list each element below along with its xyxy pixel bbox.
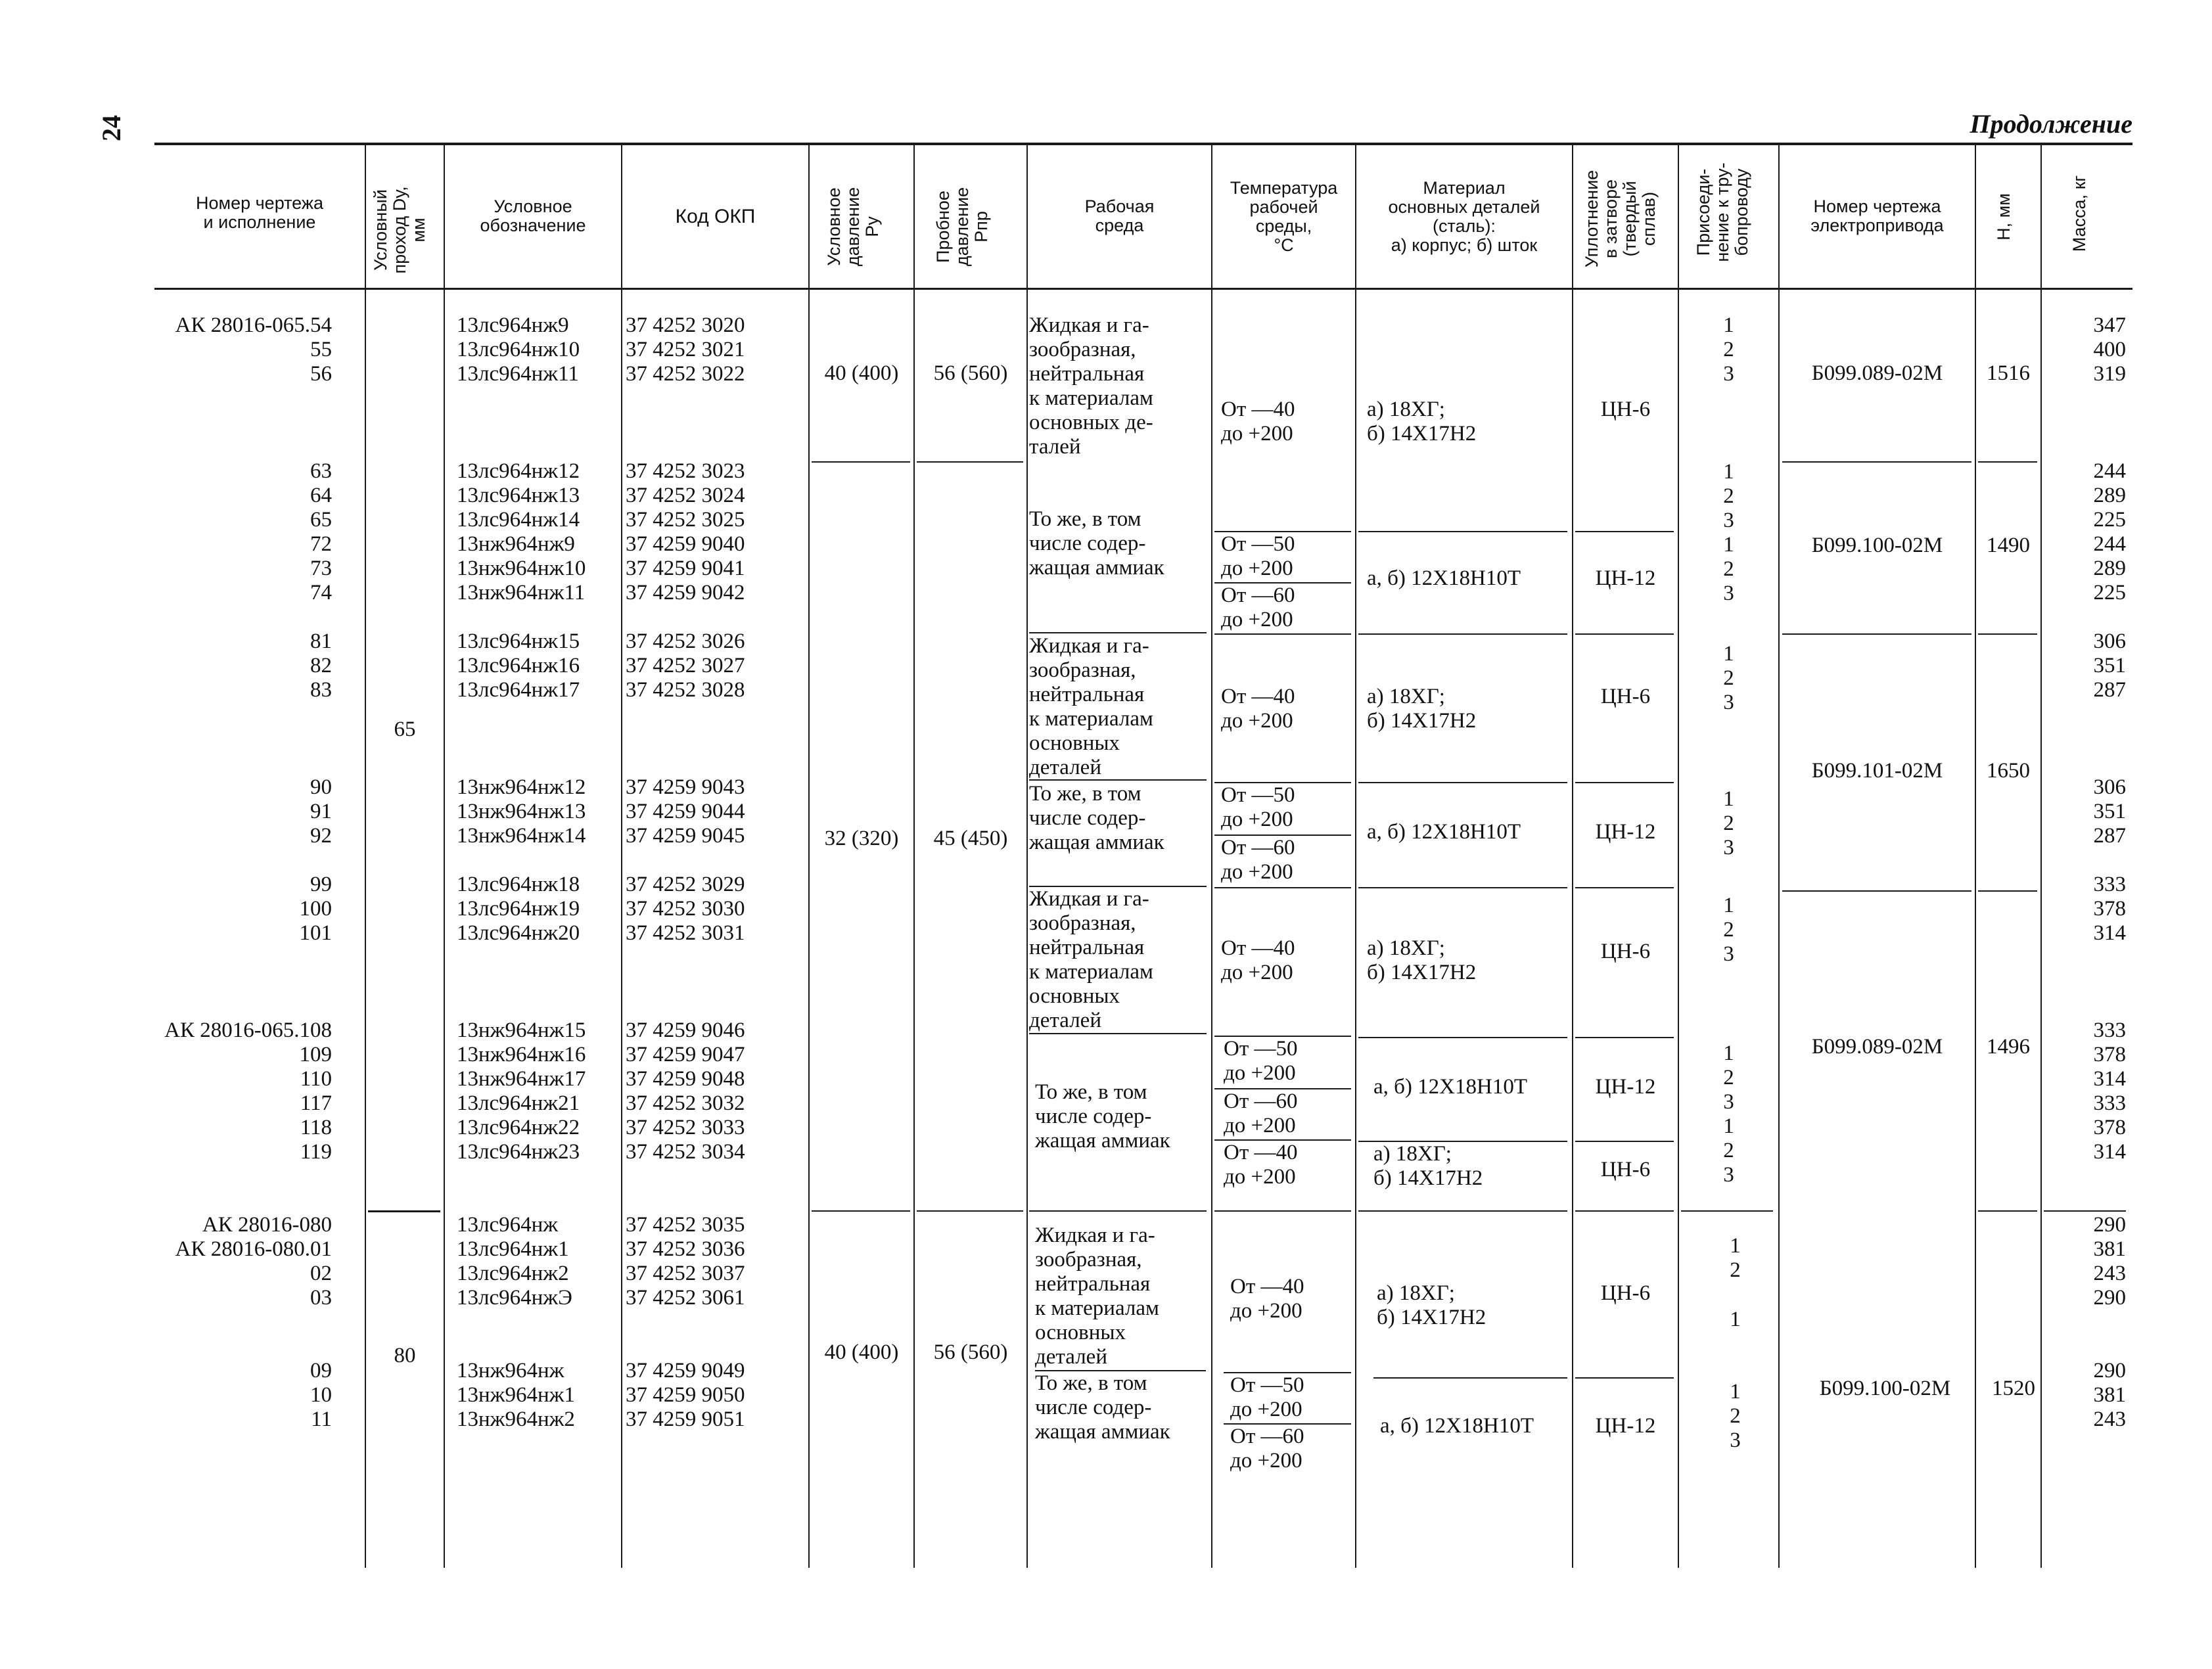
- medium-neutral-3: Жидкая и га- зообразная, нейтральная к материалам основных деталей: [1029, 887, 1153, 1032]
- header-mass: Масса, кг: [2069, 175, 2089, 252]
- header-medium: Рабочая среда: [1084, 196, 1155, 235]
- material-divider: [1358, 887, 1567, 888]
- material-divider: [1373, 1377, 1567, 1379]
- top-rule: [154, 143, 2132, 145]
- drive-5: Б099.100-02М: [1819, 1377, 1951, 1400]
- seal-divider: [1575, 1037, 1674, 1038]
- header-material: Материал основных деталей (сталь): а) корпус; б) шток: [1388, 178, 1540, 255]
- medium-ammonia-1: То же, в том числе содер- жащая аммиак: [1029, 507, 1164, 580]
- drive-1: Б099.089-02М: [1811, 361, 1943, 385]
- temp-40-4: От —40 до +200: [1224, 1141, 1298, 1189]
- header-okp: Код ОКП: [675, 206, 756, 227]
- h-divider: [1978, 461, 2037, 463]
- header-seal: Уплотнение в затворе (твердый сплав): [1582, 170, 1659, 268]
- h-1: 1516: [1987, 361, 2030, 385]
- conn-7: 1 2: [1730, 1234, 1741, 1282]
- dn-80: 80: [394, 1344, 416, 1367]
- h-divider: [1978, 1210, 2037, 1212]
- temp-60-3: От —60 до +200: [1224, 1089, 1298, 1137]
- conn-6: 1 2 3 1 2 3: [1723, 1041, 1734, 1187]
- py-32: 32 (320): [824, 827, 899, 850]
- conn-1: 1 2 3: [1723, 313, 1734, 386]
- header-ppr: Пробное давление Pпр: [933, 187, 991, 267]
- header-temp: Температура рабочей среды, °С: [1230, 178, 1338, 255]
- conn-8: 1: [1730, 1308, 1741, 1331]
- material-4: а, б) 12Х18Н10Т: [1367, 820, 1521, 844]
- py-divider: [812, 461, 910, 463]
- col-line: [444, 145, 445, 1568]
- drive-2: Б099.100-02М: [1811, 534, 1943, 557]
- header-drive: Номер чертежа электропривода: [1810, 196, 1944, 235]
- seal-5: ЦН-6: [1600, 940, 1651, 963]
- h-4: 1496: [1987, 1035, 2030, 1059]
- drive-3: Б099.101-02М: [1811, 759, 1943, 783]
- h-3: 1650: [1987, 759, 2030, 783]
- material-divider: [1358, 1037, 1567, 1038]
- continuation-label: Продолжение: [1970, 109, 2132, 139]
- seal-divider: [1575, 1210, 1674, 1212]
- medium-neutral-1: Жидкая и га- зообразная, нейтральная к материалам основных де- талей: [1029, 313, 1153, 459]
- seal-4: ЦН-12: [1595, 820, 1656, 844]
- mass-divider: [2044, 1210, 2126, 1212]
- col-line: [621, 145, 622, 1568]
- header-designation: Условное обозначение: [480, 196, 586, 235]
- seal-2: ЦН-12: [1595, 566, 1656, 590]
- material-divider: [1358, 782, 1567, 783]
- ppr-divider: [917, 1210, 1023, 1212]
- drive-divider: [1782, 890, 1971, 892]
- page-number: 24: [97, 115, 126, 141]
- dn-divider: [368, 1210, 440, 1212]
- medium-divider: [1029, 632, 1207, 633]
- conn-5: 1 2 3: [1723, 894, 1734, 966]
- seal-8: ЦН-6: [1600, 1281, 1651, 1305]
- medium-divider: [1029, 1210, 1207, 1212]
- conn-3: 1 2 3: [1723, 642, 1734, 714]
- conn-4: 1 2 3: [1723, 787, 1734, 859]
- material-9: а, б) 12Х18Н10Т: [1380, 1414, 1534, 1438]
- ppr-45: 45 (450): [933, 827, 1008, 850]
- seal-divider: [1575, 633, 1674, 635]
- header-h: H, мм: [1994, 193, 2014, 240]
- conn-2: 1 2 3 1 2 3: [1723, 460, 1734, 605]
- py-divider: [812, 1210, 910, 1212]
- header-rule: [154, 288, 2132, 290]
- header-drawing: Номер чертежа и исполнение: [196, 193, 323, 232]
- seal-6: ЦН-12: [1595, 1075, 1656, 1099]
- temp-50-1: От —50 до +200: [1221, 532, 1295, 580]
- col-line: [1975, 145, 1976, 1568]
- medium-divider: [1029, 1033, 1207, 1034]
- temp-60-2: От —60 до +200: [1221, 836, 1295, 884]
- col-okp: 37 4252 3020 37 4252 3021 37 4252 3022 37 4252 3023 37 4252 3024 37 4252 3025 37 4259 9040 37 4259 9041 37 4259 9042 37 4252 3026 37 4252 3027 37 4252 3028 37 4259 9043 37 4259 9044 37 4259 9045 37 4252 3029 37 4252 3030 37 4252 3031 37 4259 9046 37 4259 9047 37 4259 9048 37 4252 3032 37 4252 3033 37 4252 3034 37 4252 3035 37 4252 3036 37 4252 3037 37 4252 3061 37 4259 9049 37 4259 9050 37 4259 9051: [626, 313, 745, 1431]
- temp-60-5: От —60 до +200: [1230, 1425, 1304, 1473]
- material-1: а) 18ХГ; б) 14Х17Н2: [1367, 398, 1477, 446]
- medium-neutral-4: Жидкая и га- зообразная, нейтральная к материалам основных деталей: [1035, 1223, 1159, 1369]
- temp-50-3: От —50 до +200: [1224, 1037, 1298, 1085]
- temp-60-1: От —60 до +200: [1221, 583, 1295, 631]
- temp-50-2: От —50 до +200: [1221, 783, 1295, 831]
- drive-4: Б099.089-02М: [1811, 1035, 1943, 1059]
- drive-divider: [1782, 633, 1971, 635]
- medium-ammonia-3: То же, в том числе содер- жащая аммиак: [1035, 1080, 1170, 1153]
- col-line: [1778, 145, 1780, 1568]
- seal-9: ЦН-12: [1595, 1414, 1656, 1438]
- header-py: Условное давление Pу: [824, 187, 882, 267]
- ppr-56-b: 56 (560): [933, 1340, 1008, 1364]
- col-line: [1572, 145, 1573, 1568]
- col-drawing: АК 28016-065.54 55 56 63 64 65 72 73 74 81 82 83 90 91 92 99 100 101 АК 28016-065.108 109 110 117 118 119 АК 28016-080 АК 28016-080.01 02 03 09 10 11: [164, 313, 332, 1431]
- material-8: а) 18ХГ; б) 14Х17Н2: [1377, 1281, 1486, 1329]
- seal-1: ЦН-6: [1600, 398, 1651, 421]
- h-divider: [1978, 633, 2037, 635]
- temp-divider: [1214, 887, 1351, 888]
- material-2: а, б) 12Х18Н10Т: [1367, 566, 1521, 590]
- col-line: [2040, 145, 2042, 1568]
- conn-9: 1 2 3: [1730, 1380, 1741, 1452]
- ppr-divider: [917, 461, 1023, 463]
- material-divider: [1358, 531, 1567, 532]
- medium-ammonia-2: То же, в том числе содер- жащая аммиак: [1029, 782, 1164, 854]
- h-2: 1490: [1987, 534, 2030, 557]
- col-line: [1355, 145, 1356, 1568]
- seal-divider: [1575, 1141, 1674, 1142]
- medium-divider: [1029, 779, 1207, 781]
- temp-40-5: От —40 до +200: [1230, 1275, 1304, 1323]
- material-divider: [1358, 1210, 1567, 1212]
- ppr-56-a: 56 (560): [933, 361, 1008, 385]
- py-40-b: 40 (400): [824, 1340, 899, 1364]
- col-line: [1211, 145, 1212, 1568]
- seal-divider: [1575, 887, 1674, 888]
- material-6: а, б) 12Х18Н10Т: [1373, 1075, 1527, 1099]
- medium-neutral-2: Жидкая и га- зообразная, нейтральная к материалам основных деталей: [1029, 634, 1153, 779]
- seal-divider: [1575, 1377, 1674, 1379]
- conn-divider: [1681, 1210, 1773, 1212]
- header-conn: Присоеди- нение к тру- бопроводу: [1694, 162, 1751, 262]
- h-divider: [1978, 890, 2037, 892]
- seal-divider: [1575, 531, 1674, 532]
- seal-divider: [1575, 782, 1674, 783]
- seal-3: ЦН-6: [1600, 685, 1651, 708]
- material-5: а) 18ХГ; б) 14Х17Н2: [1367, 936, 1477, 984]
- temp-40-3: От —40 до +200: [1221, 936, 1295, 984]
- col-line: [1026, 145, 1028, 1568]
- py-40-a: 40 (400): [824, 361, 899, 385]
- h-5: 1520: [1992, 1377, 2035, 1400]
- material-7: а) 18ХГ; б) 14Х17Н2: [1373, 1142, 1483, 1190]
- drive-divider: [1782, 461, 1971, 463]
- temp-50-5: От —50 до +200: [1230, 1373, 1304, 1421]
- col-designation: 13лс964нж9 13лс964нж10 13лс964нж11 13лс964нж12 13лс964нж13 13лс964нж14 13нж964нж9 13нж964нж10 13нж964нж11 13лс964нж15 13лс964нж16 13лс964нж17 13нж964нж12 13нж964нж13 13нж964нж14 13лс964нж18 13лс964нж19 13лс964нж20 13нж964нж15 13нж964нж16 13нж964нж17 13лс964нж21 13лс964нж22 13лс964нж23 13лс964нж 13лс964нж1 13лс964нж2 13лс964нжЭ 13нж964нж 13нж964нж1 13нж964нж2: [457, 313, 586, 1431]
- header-dn: Условный проход Dу, мм: [371, 186, 428, 274]
- temp-40-2: От —40 до +200: [1221, 685, 1295, 733]
- temp-divider: [1214, 633, 1351, 635]
- material-divider: [1358, 633, 1567, 635]
- temp-40-1: От —40 до +200: [1221, 398, 1295, 446]
- medium-ammonia-4: То же, в том числе содер- жащая аммиак: [1035, 1371, 1170, 1444]
- dn-65: 65: [394, 718, 416, 741]
- col-mass: 347 400 319 244 289 225 244 289 225 306 351 287 306 351 287 333 378 314 333 378 314 333 378 314 290 381 243 290 290 381 243: [2093, 313, 2126, 1431]
- material-3: а) 18ХГ; б) 14Х17Н2: [1367, 685, 1477, 733]
- temp-divider: [1214, 1210, 1351, 1212]
- seal-7: ЦН-6: [1600, 1158, 1651, 1181]
